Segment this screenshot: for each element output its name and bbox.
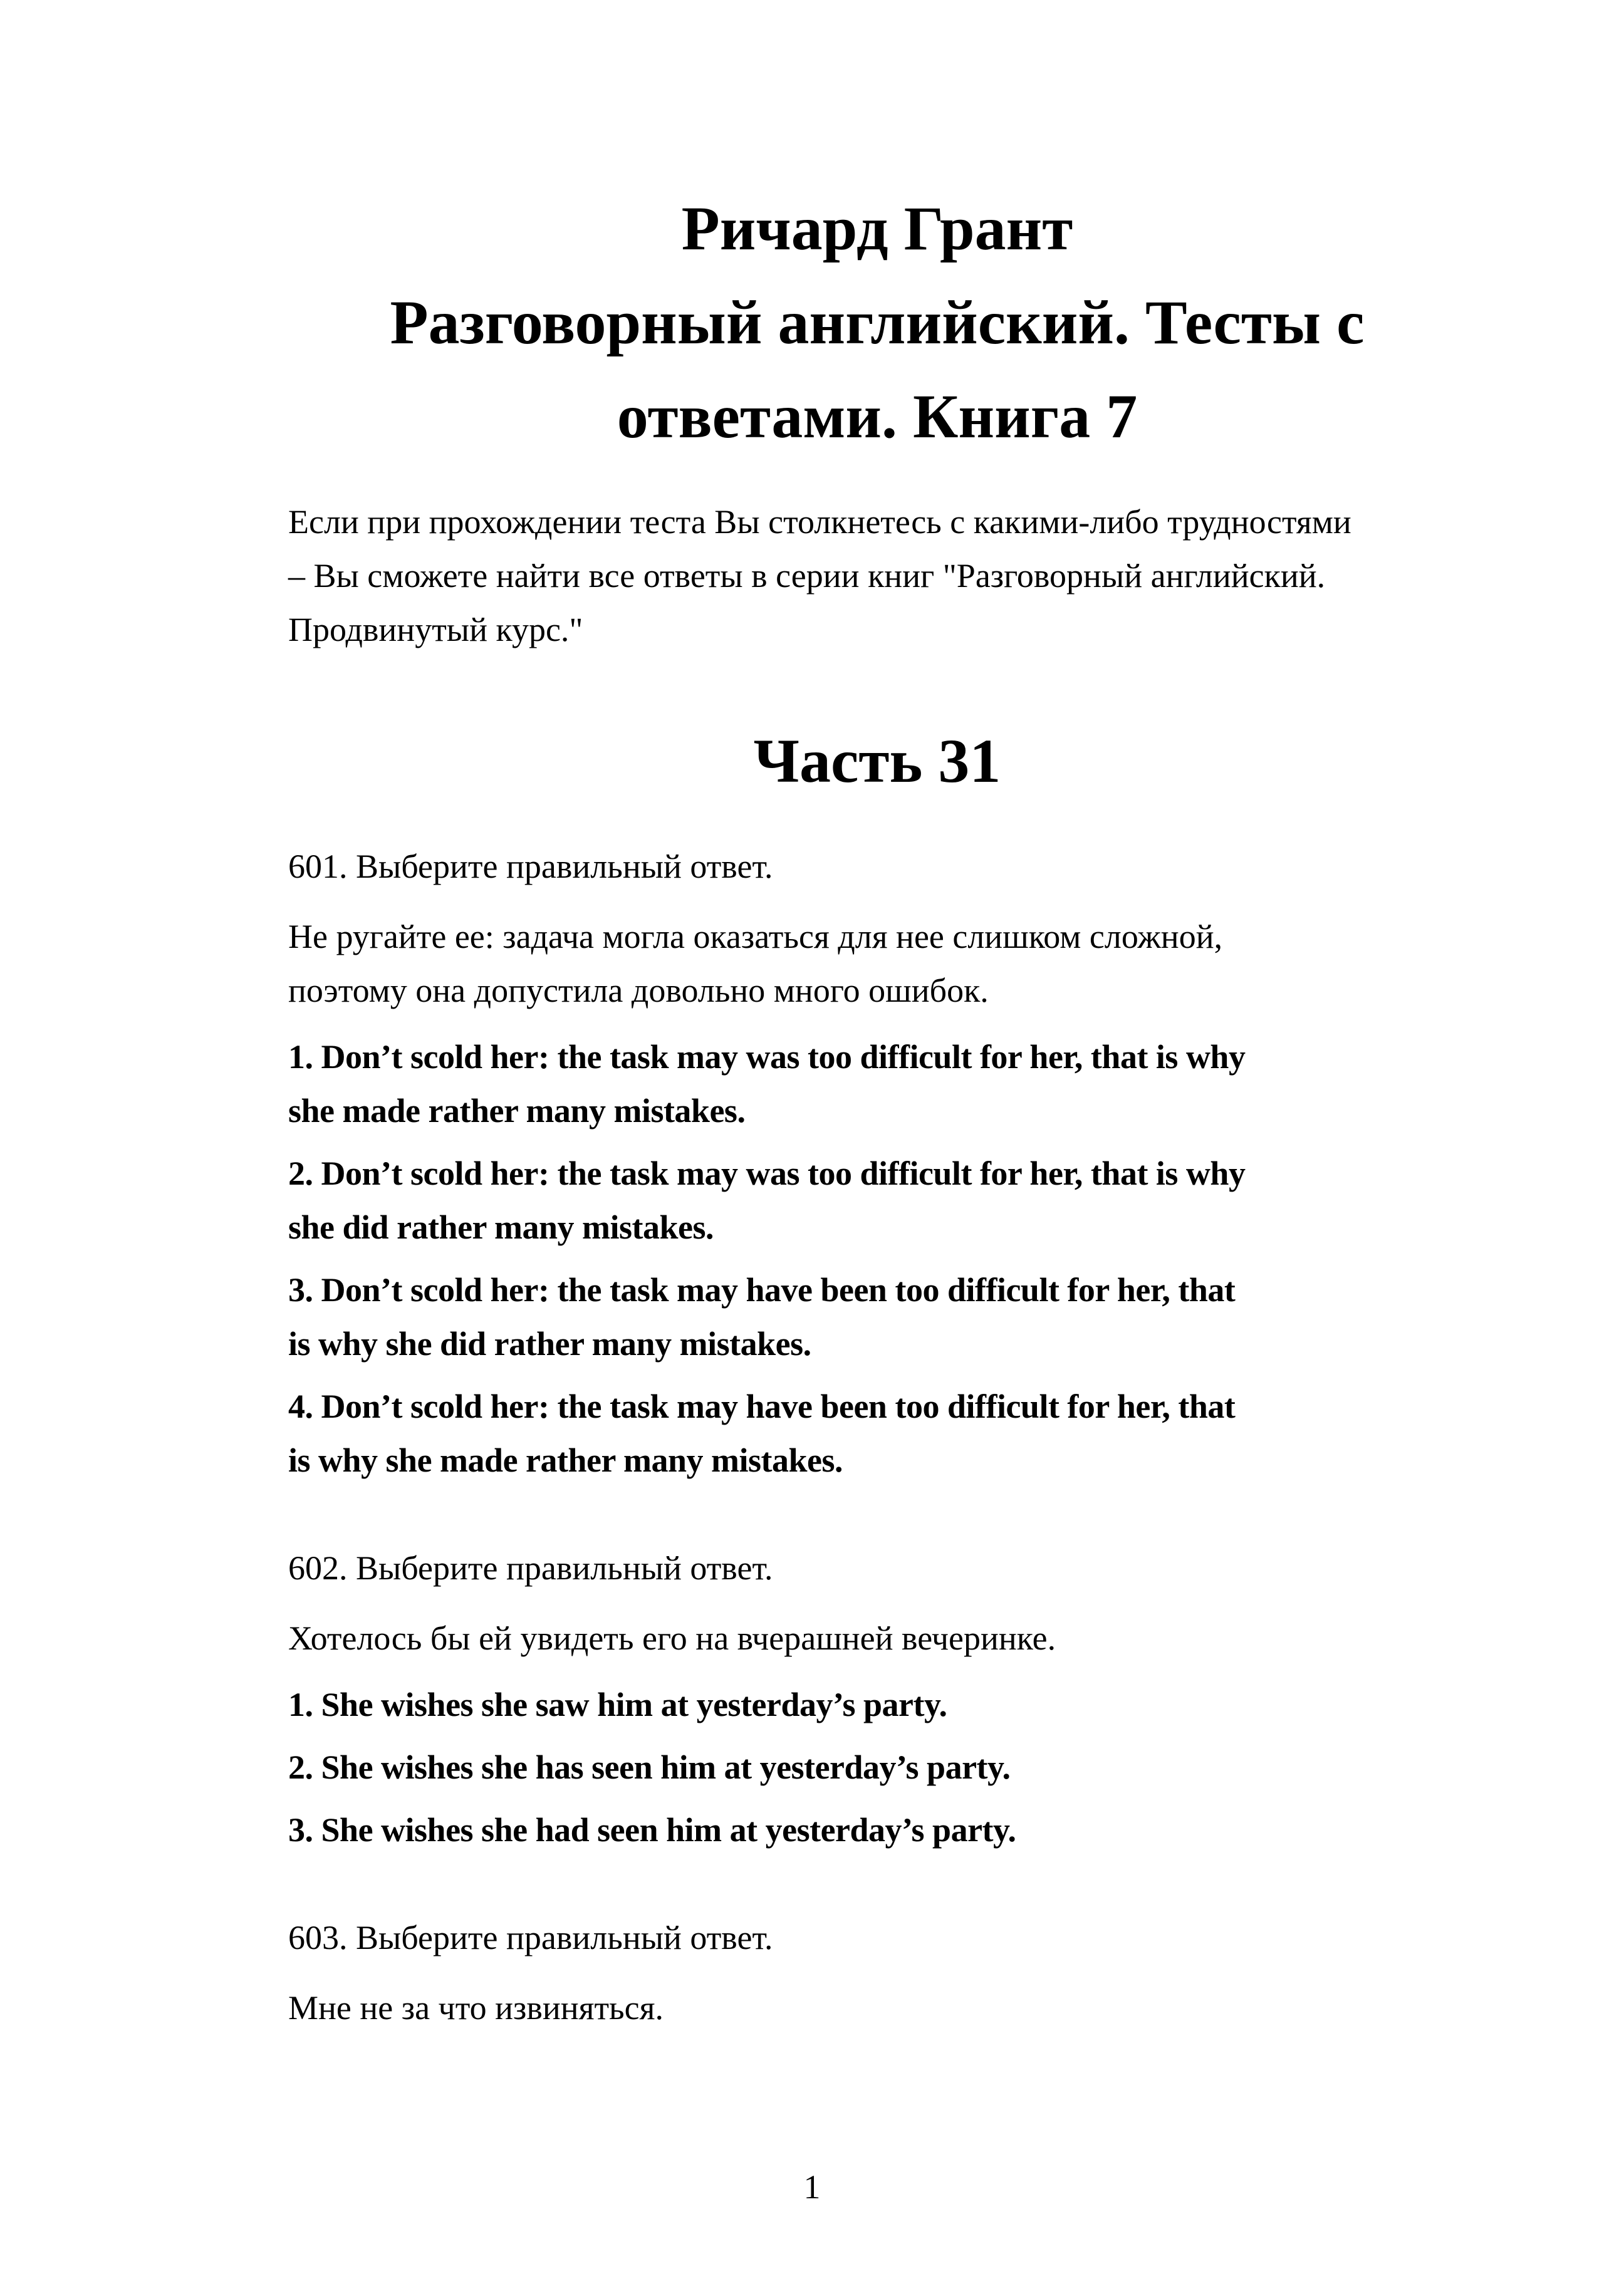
intro-line: Продвинутый курс." bbox=[288, 611, 583, 648]
answer-option-601-2 bbox=[288, 1146, 1466, 1254]
answer-option-line: she made rather many mistakes. bbox=[288, 1092, 746, 1130]
answer-option-line: 3. She wishes she had seen him at yesterday’s party. bbox=[288, 1811, 1016, 1849]
intro-line: Если при прохождении теста Вы столкнетесь с какими-либо трудностями bbox=[288, 503, 1351, 541]
answer-option-602-3 bbox=[288, 1803, 1466, 1857]
answer-option-601-3 bbox=[288, 1263, 1466, 1371]
intro-line: – Вы сможете найти все ответы в серии книг "Разговорный английский. bbox=[288, 557, 1326, 595]
question-number-text: 602. Выберите правильный ответ. bbox=[288, 1549, 773, 1587]
book-author: Ричард Грант bbox=[681, 194, 1073, 263]
answer-option-601-1 bbox=[288, 1030, 1466, 1138]
answer-option-602-1 bbox=[288, 1678, 1466, 1732]
question-number-text: 603. Выберите правильный ответ. bbox=[288, 1919, 773, 1956]
answer-option-line: is why she made rather many mistakes. bbox=[288, 1441, 843, 1479]
question-prompt-line: Мне не за что извиняться. bbox=[288, 1989, 664, 2027]
question-prompt-line: Хотелось бы ей увидеть его на вчерашней вечеринке. bbox=[288, 1619, 1056, 1657]
page-number: 1 bbox=[803, 2168, 821, 2206]
question-602-number bbox=[288, 1541, 1466, 1595]
intro-paragraph bbox=[288, 495, 1466, 657]
question-603-prompt bbox=[288, 1981, 1466, 2035]
question-602-prompt bbox=[288, 1611, 1466, 1665]
question-601-number bbox=[288, 839, 1466, 893]
part-heading-text: Часть 31 bbox=[753, 726, 1001, 796]
answer-option-line: 4. Don’t scold her: the task may have been too difficult for her, that bbox=[288, 1388, 1236, 1425]
book-title-block bbox=[288, 182, 1466, 464]
book-title-line-2: ответами. Книга 7 bbox=[617, 382, 1138, 451]
answer-option-line: 3. Don’t scold her: the task may have been too difficult for her, that bbox=[288, 1271, 1236, 1309]
answer-option-601-4 bbox=[288, 1379, 1466, 1487]
question-prompt-line: Не ругайте ее: задача могла оказаться для нее слишком сложной, bbox=[288, 918, 1223, 955]
question-603-number bbox=[288, 1911, 1466, 1965]
question-601-prompt bbox=[288, 910, 1466, 1017]
answer-option-602-2 bbox=[288, 1740, 1466, 1794]
answer-option-line: 1. Don’t scold her: the task may was too difficult for her, that is why bbox=[288, 1038, 1246, 1076]
page-content bbox=[288, 0, 1466, 2035]
answer-option-line: she did rather many mistakes. bbox=[288, 1208, 714, 1246]
answer-option-line: 2. She wishes she has seen him at yesterday’s party. bbox=[288, 1748, 1011, 1786]
part-heading bbox=[288, 714, 1466, 808]
book-title-line-1: Разговорный английский. Тесты с bbox=[390, 288, 1365, 357]
question-number-text: 601. Выберите правильный ответ. bbox=[288, 848, 773, 885]
answer-option-line: is why she did rather many mistakes. bbox=[288, 1325, 811, 1363]
question-prompt-line: поэтому она допустила довольно много ошибок. bbox=[288, 972, 989, 1009]
answer-option-line: 2. Don’t scold her: the task may was too difficult for her, that is why bbox=[288, 1155, 1246, 1192]
answer-option-line: 1. She wishes she saw him at yesterday’s party. bbox=[288, 1686, 947, 1723]
